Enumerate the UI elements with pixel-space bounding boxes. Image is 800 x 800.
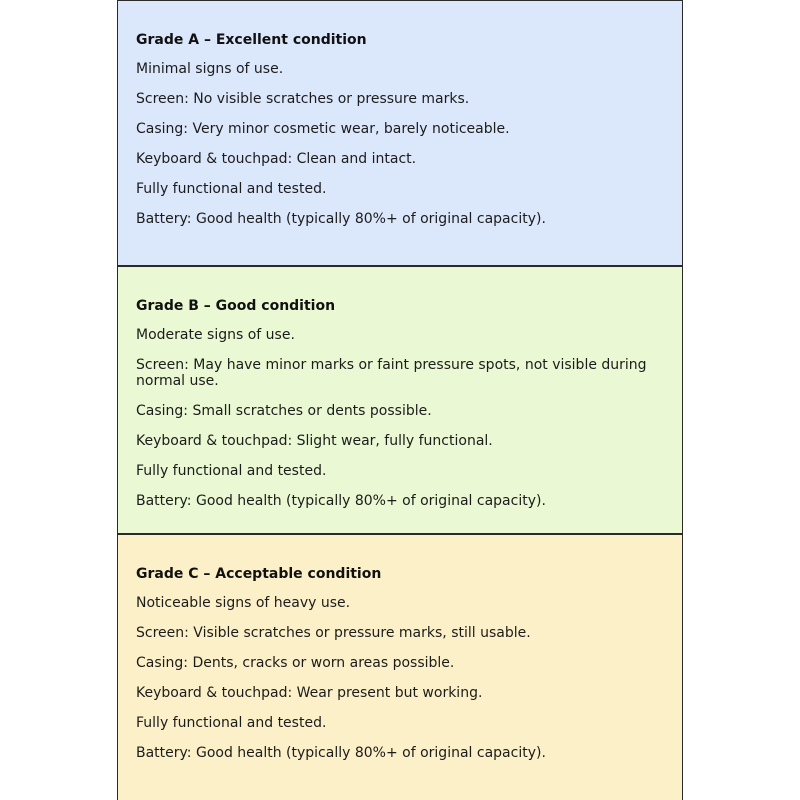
grade-a-line-6: Battery: Good health (typically 80%+ of original capacity). xyxy=(136,211,546,227)
grade-c-line-5: Fully functional and tested. xyxy=(136,715,327,731)
grade-a-line-5: Fully functional and tested. xyxy=(136,181,327,197)
grade-b-line-6: Battery: Good health (typically 80%+ of original capacity). xyxy=(136,493,546,509)
grade-a-line-3: Casing: Very minor cosmetic wear, barely noticeable. xyxy=(136,121,510,137)
grade-b-line-3: Casing: Small scratches or dents possible. xyxy=(136,403,432,419)
grade-b-line-4: Keyboard & touchpad: Slight wear, fully functional. xyxy=(136,433,493,449)
grade-c-line-1: Noticeable signs of heavy use. xyxy=(136,595,351,611)
grade-a-line-2: Screen: No visible scratches or pressure marks. xyxy=(136,91,470,107)
grade-c-line-2: Screen: Visible scratches or pressure marks, still usable. xyxy=(136,625,531,641)
grade-a-line-4: Keyboard & touchpad: Clean and intact. xyxy=(136,151,417,167)
grade-b-line-5: Fully functional and tested. xyxy=(136,463,327,479)
grade-c-line-4: Keyboard & touchpad: Wear present but working. xyxy=(136,685,483,701)
grade-b-panel xyxy=(118,267,682,535)
grade-b-title: Grade B – Good condition xyxy=(136,298,336,314)
grade-a-panel xyxy=(118,0,682,267)
grading-sheet xyxy=(117,0,683,800)
grade-c-title: Grade C – Acceptable condition xyxy=(136,566,382,582)
grade-c-panel xyxy=(118,535,682,800)
grade-a-title: Grade A – Excellent condition xyxy=(136,32,367,48)
grade-b-line-2: Screen: May have minor marks or faint pressure spots, not visible during normal use. xyxy=(136,357,647,389)
grade-b-line-1: Moderate signs of use. xyxy=(136,327,295,343)
grade-c-line-3: Casing: Dents, cracks or worn areas possible. xyxy=(136,655,455,671)
grade-a-line-1: Minimal signs of use. xyxy=(136,61,284,77)
grade-c-line-6: Battery: Good health (typically 80%+ of original capacity). xyxy=(136,745,546,761)
